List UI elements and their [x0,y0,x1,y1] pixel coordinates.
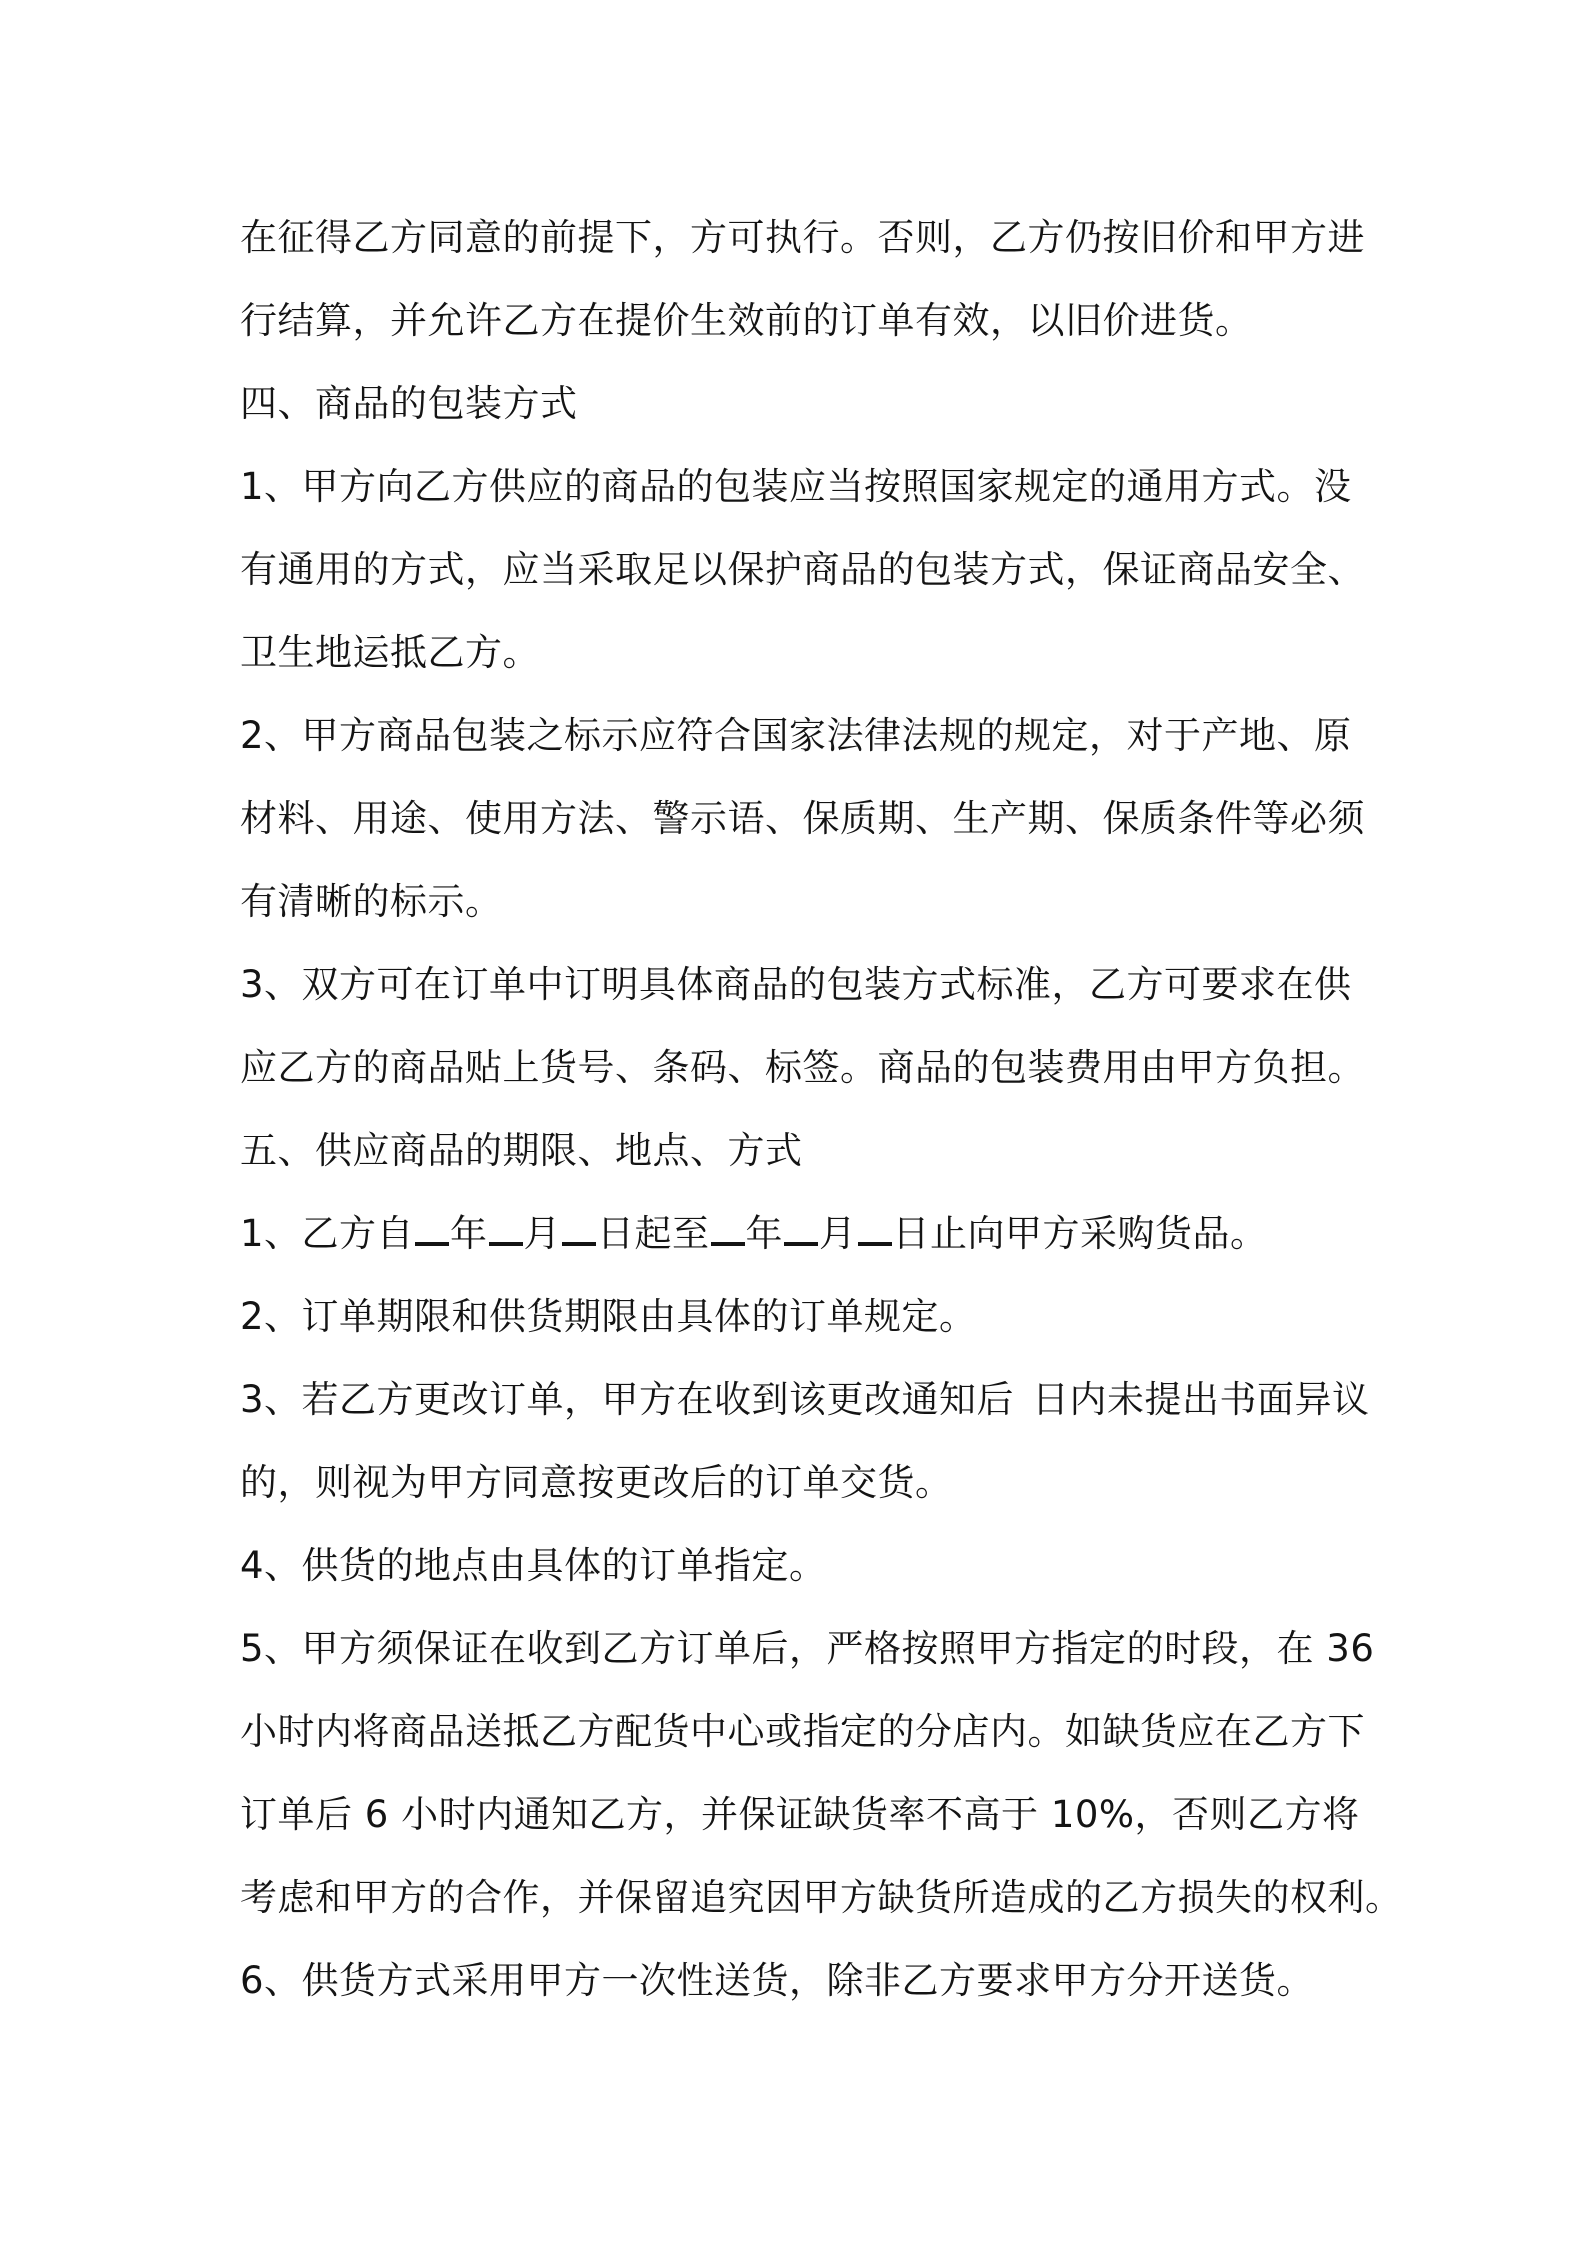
blank-underline [858,1212,892,1246]
period-text: 年 [450,1212,488,1255]
blank-underline [415,1212,449,1246]
paragraph-line: 小时内将商品送抵乙方配货中心或指定的分店内。如缺货应在乙方下 [240,1710,1365,1753]
paragraph-line: 考虑和甲方的合作，并保留追究因甲方缺货所造成的乙方损失的权利。 [240,1876,1403,1919]
clause-text: 日内未提出书面异议 [1032,1378,1370,1421]
paragraph-line: 2、订单期限和供货期限由具体的订单规定。 [240,1295,977,1338]
document-body [240,196,1403,2022]
paragraph-line: 有清晰的标示。 [240,880,503,923]
paragraph-line [240,1358,1370,1441]
paragraph-line: 在征得乙方同意的前提下，方可执行。否则，乙方仍按旧价和甲方进 [240,216,1365,259]
paragraph-line: 2、甲方商品包装之标示应符合国家法律法规的规定，对于产地、原 [240,714,1352,757]
blank-underline [711,1212,745,1246]
paragraph-line: 3、双方可在订单中订明具体商品的包装方式标准，乙方可要求在供 [240,963,1352,1006]
paragraph-line: 有通用的方式，应当采取足以保护商品的包装方式，保证商品安全、 [240,548,1365,591]
period-text: 月 [819,1212,857,1255]
paragraph-line: 应乙方的商品贴上货号、条码、标签。商品的包装费用由甲方负担。 [240,1046,1365,1089]
period-text: 年 [745,1212,784,1255]
paragraph-line: 5、甲方须保证在收到乙方订单后，严格按照甲方指定的时段，在 36 [240,1627,1375,1670]
period-line [240,1192,1360,1275]
paragraph-line: 材料、用途、使用方法、警示语、保质期、生产期、保质条件等必须 [240,797,1365,840]
paragraph-line: 1、甲方向乙方供应的商品的包装应当按照国家规定的通用方式。没 [240,465,1352,508]
period-text: 日止向甲方采购货品。 [892,1212,1268,1255]
period-text: 月 [523,1212,562,1255]
paragraph-line: 订单后 6 小时内通知乙方，并保证缺货率不高于 10%，否则乙方将 [240,1793,1360,1836]
blank-underline [489,1212,523,1246]
paragraph-line: 4、供货的地点由具体的订单指定。 [240,1544,827,1587]
paragraph-line: 行结算，并允许乙方在提价生效前的订单有效，以旧价进货。 [240,299,1253,342]
period-text: 日起至 [597,1212,710,1255]
section-heading: 四、商品的包装方式 [240,382,578,425]
section-heading: 五、供应商品的期限、地点、方式 [240,1129,803,1172]
blank-underline [784,1212,818,1246]
clause-text: 3、若乙方更改订单，甲方在收到该更改通知后 [240,1378,1015,1421]
period-text: 1、乙方自 [240,1212,415,1255]
paragraph-line: 的，则视为甲方同意按更改后的订单交货。 [240,1461,953,1504]
paragraph-line: 6、供货方式采用甲方一次性送货，除非乙方要求甲方分开送货。 [240,1959,1315,2002]
blank-underline [562,1212,596,1246]
paragraph-line: 卫生地运抵乙方。 [240,631,540,674]
